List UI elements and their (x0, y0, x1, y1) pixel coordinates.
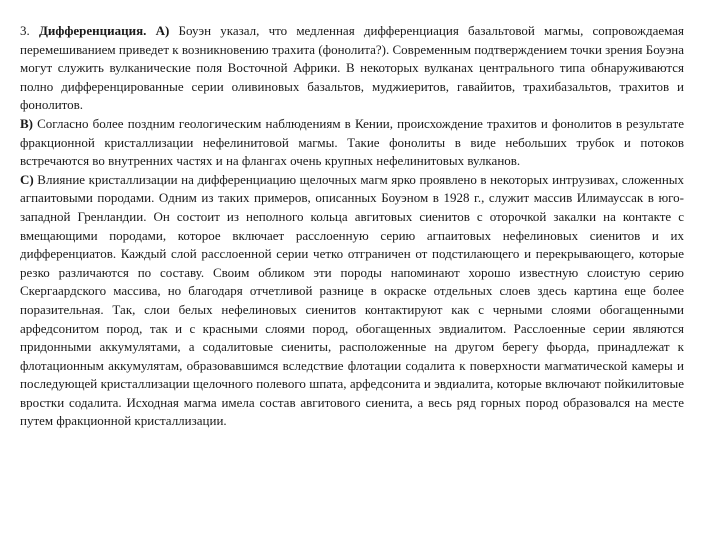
section-number: 3. (20, 23, 30, 38)
part-c-text: Влияние кристаллизации на дифференциацию щелочных магм ярко проявлено в некоторых интрузивах, сложенных агпаитовыми породами. Одним из таких примеров, описанных Боуэном в 1928 г., служит массив Илимауссак в юго-западной Гренландии. Он состоит из неполного кольца авгитовых сиенитов с оторочкой закалки на контакте с вмещающими породами, которое включает расслоенную серию агпаитовых нефелиновых сиенитов и их дифференциатов. Каждый слой расслоенной серии четко отграничен от подстилающего и перекрывающего, которые резко различаются по составу. Своим обликом эти породы напоминают хорошо известную слоистую серию Скергаардского массива, но благодаря отчетливой разнице в окраске отдельных слоев здесь картина еще более поразительная. Так, слои белых нефелиновых сиенитов контактируют как с черными слоями обогащенными арфедсонитом пород, так и с красными слоями пород, обогащенных эвдиалитом. Расслоенные серии являются придонными аккумулятами, а содалитовые сиениты, расположенные на другом берегу фьорда, принадлежат к флотационным аккумулятам, образовавшимся вследствие флотации содалита к поверхности магматической камеры и последующей кристаллизации щелочного полевого шпата, арфедсонита и эвдиалита, которые включают пойкилитовые вростки содалита. Исходная магма имела состав авгитового сиенита, а весь ряд горных пород образовался на месте путем фракционной кристаллизации. (20, 171, 685, 429)
part-b-text: Согласно более поздним геологическим наблюдениям в Кении, происхождение трахитов и фонолитов в результате фракционной кристаллизации нефелинитовой магмы. Такие фонолиты в виде небольших трубок и потоков встречаются во внутренних частях и на флангах очень крупных нефелинитовых вулканов. (20, 115, 685, 169)
paragraph-a (20, 22, 684, 115)
part-c-label: С) (20, 171, 34, 187)
part-a-label: А) (155, 23, 170, 38)
part-b-label: В) (20, 115, 33, 131)
section-title: Дифференциация. (38, 23, 147, 38)
paragraph-b (20, 115, 684, 171)
paragraph-c (20, 171, 684, 431)
document-page (20, 22, 684, 431)
part-a-text: Боуэн указал, что медленная дифференциация базальтовой магмы, сопровождаемая перемешиванием приведет к возникновению трахита (фонолита?). Современным подтверждением точки зрения Боуэна могут служить вулканические поля Восточной Африки. В некоторых вулканах центрального типа обнаруживаются полно дифференцированные серии оливиновых базальтов, муджиеритов, гавайитов, трахибазальтов, трахитов и фонолитов. (20, 23, 685, 113)
